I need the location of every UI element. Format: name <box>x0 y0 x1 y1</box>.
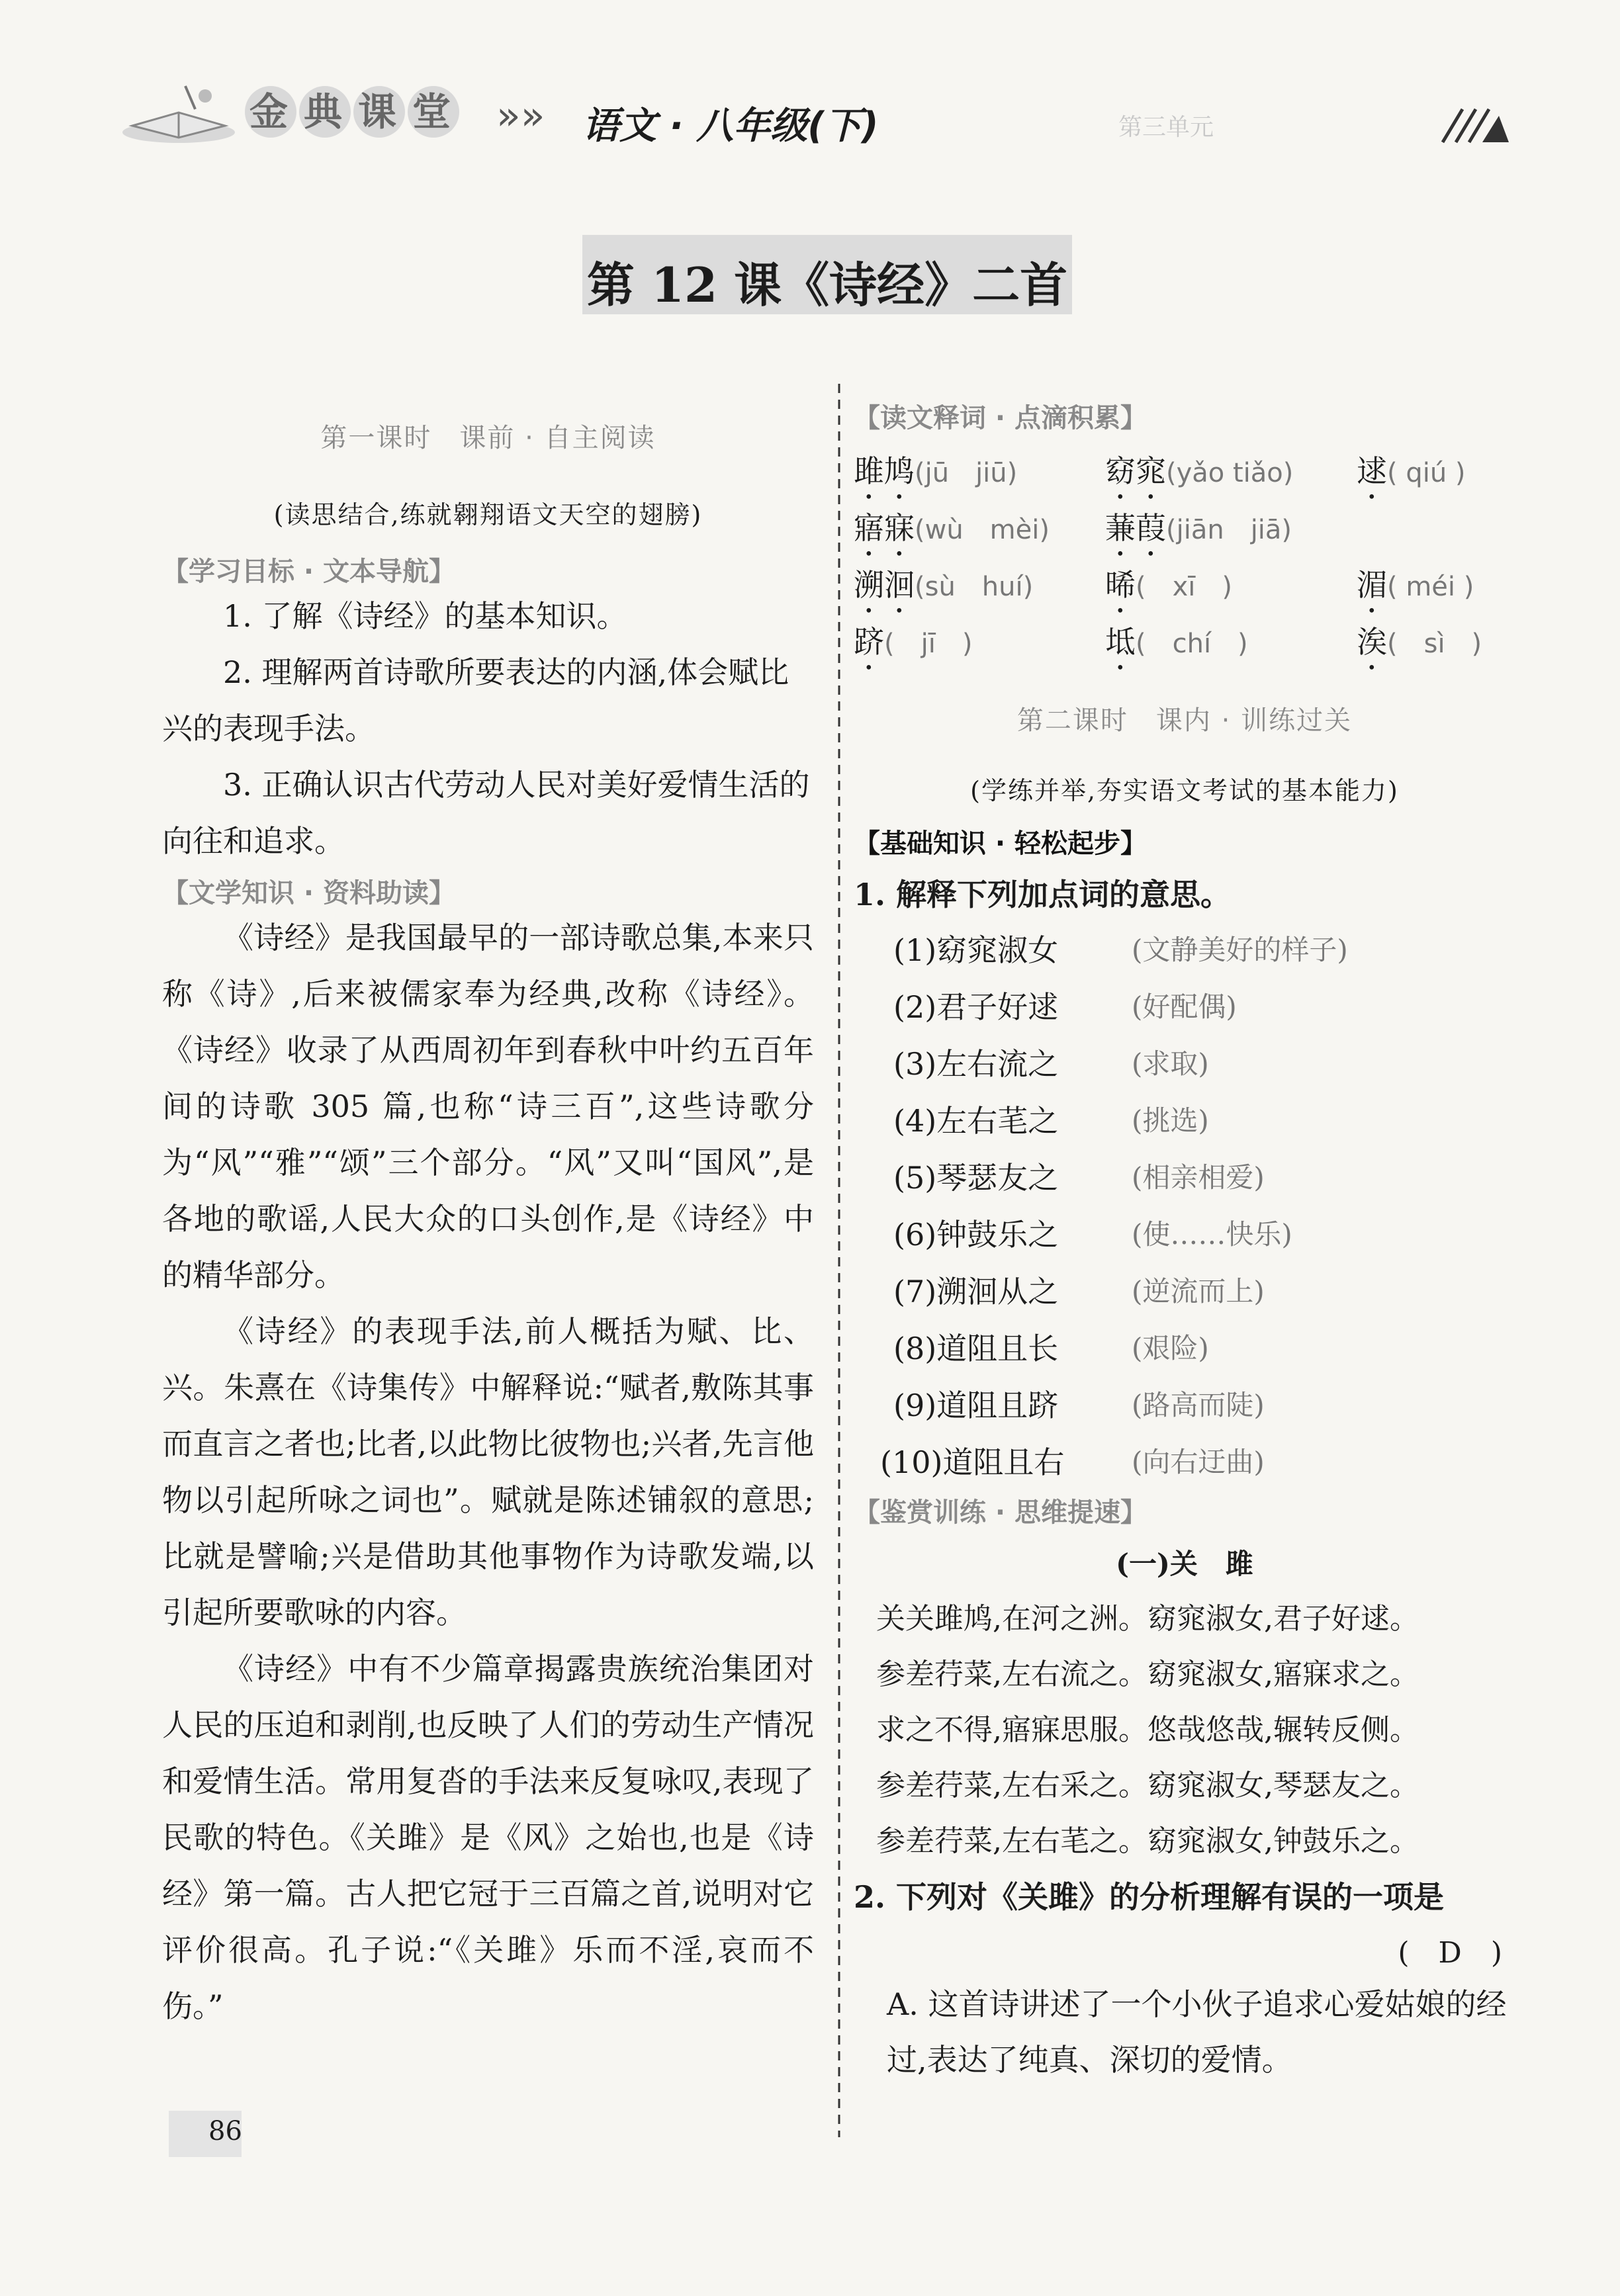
poem-line: 求之不得,寤寐思服。悠哉悠哉,辗转反侧。 <box>876 1713 1419 1747</box>
paragraph: 《诗经》中有不少篇章揭露贵族统治集团对人民的压迫和剥削,也反映了人们的劳动生产情况和爱情生活。常用复沓的手法来反复咏叹,表现了民歌的特色。《关雎》是《风》之始也,也是《诗经》第一篇。古人把它冠于三百篇之首,说明对它评价很高。孔子说:“《关雎》乐而不淫,哀而不伤。” <box>162 1651 814 2024</box>
lesson1-subheading: (读思结合,练就翱翔语文天空的翅膀) <box>273 500 703 529</box>
page-title: 第 12 课《诗经》二首 <box>586 257 1068 313</box>
vocab-row: 寤寐(wù mèi) 蒹葭(jiān jiā) <box>854 509 1292 546</box>
unit-label: 第三单元 <box>1118 114 1214 141</box>
q1-item: (5)琴瑟友之 (相亲相爱) <box>893 1160 1265 1196</box>
corner-triangle-icon <box>1436 106 1509 146</box>
poem-title: (一)关 雎 <box>1116 1548 1253 1580</box>
paragraph: 《诗经》是我国最早的一部诗歌总集,本来只称《诗》,后来被儒家奉为经典,改称《诗经》。《诗经》收录了从西周初年到春秋中叶约五百年间的诗歌 305 篇,也称“诗三百”,这些诗歌分为“风”“雅”“颂”三个部分。“风”又叫“国风”,是各地的歌谣,人民大众的口头创作,是《诗经》中的精华部分。 <box>162 920 814 1293</box>
right-column <box>854 397 1515 2088</box>
poem <box>854 1591 1515 1869</box>
poem-line: 关关雎鸠,在河之洲。窈窕淑女,君子好逑。 <box>876 1602 1419 1636</box>
lesson1-heading: 第一课时 课前 · 自主阅读 <box>320 423 656 453</box>
literature-heading: 【文学知识 · 资料助读】 <box>162 878 456 908</box>
lesson2-subheading: (学练并举,夯实语文考试的基本能力) <box>970 776 1399 805</box>
poem-line: 参差荇菜,左右芼之。窈窕淑女,钟鼓乐之。 <box>876 1824 1419 1858</box>
question-1: 1. 解释下列加点词的意思。 <box>854 877 1232 912</box>
column-divider <box>832 384 846 2137</box>
goal-item: 3. 正确认识古代劳动人民对美好爱情生活的向往和追求。 <box>162 767 810 859</box>
q1-item: (10)道阻且右 (向右迂曲) <box>880 1444 1265 1480</box>
paragraph: 《诗经》的表现手法,前人概括为赋、比、兴。朱熹在《诗集传》中解释说:“赋者,敷陈其事而直言之者也;比者,以此物比彼物也;兴者,先言他物以引起所咏之词也”。赋就是陈述铺叙的意思;比就是譬喻;兴是借助其他事物作为诗歌发端,以引起所要歌咏的内容。 <box>162 1313 814 1630</box>
vocab-row: 雎鸠(jū jiū) 窈窕(yǎo tiǎo) 逑( qiú ) <box>854 453 1466 489</box>
q1-item: (4)左右芼之 (挑选) <box>893 1103 1209 1139</box>
option-a: A. 这首诗讲述了一个小伙子追求心爱姑娘的经过,表达了纯真、深切的爱情。 <box>887 1986 1507 2078</box>
poem-line: 参差荇菜,左右采之。窈窕淑女,琴瑟友之。 <box>876 1769 1419 1802</box>
appreciation-heading: 【鉴赏训练 · 思维提速】 <box>854 1497 1148 1528</box>
lesson-title-box <box>582 235 1072 314</box>
series-name: 金 典 课 堂 <box>245 86 462 138</box>
vocab-row: 跻( jī ) 坻( chí ) 涘( sì ) <box>854 623 1482 660</box>
question-2: 2. 下列对《关雎》的分析理解有误的一项是 <box>854 1879 1445 1915</box>
q1-item: (8)道阻且长 (艰险) <box>893 1331 1209 1366</box>
q1-item: (6)钟鼓乐之 (使……快乐) <box>893 1217 1292 1253</box>
q1-item: (3)左右流之 (求取) <box>893 1046 1209 1082</box>
goal-item: 2. 理解两首诗歌所要表达的内涵,体会赋比兴的表现手法。 <box>162 654 789 746</box>
q1-item: (1)窈窕淑女 (文静美好的样子) <box>893 932 1348 968</box>
poem-line: 参差荇菜,左右流之。窈窕淑女,寤寐求之。 <box>876 1657 1419 1691</box>
q1-item: (9)道阻且跻 (路高而陡) <box>893 1388 1265 1423</box>
question-2-answer: ( D ) <box>1398 1936 1502 1970</box>
goals-heading: 【学习目标 · 文本导航】 <box>162 556 456 587</box>
left-column <box>162 417 814 2035</box>
subject-label: 语文 · 八年级(下) <box>582 105 879 148</box>
goal-item: 1. 了解《诗经》的基本知识。 <box>223 598 627 634</box>
page-number: 86 <box>208 2116 242 2146</box>
page-header <box>119 73 1509 152</box>
book-logo-icon <box>119 79 238 146</box>
q1-item: (7)溯洄从之 (逆流而上) <box>893 1274 1265 1309</box>
q1-item: (2)君子好逑 (好配偶) <box>893 989 1237 1025</box>
vocab-heading: 【读文释词 · 点滴积累】 <box>854 403 1148 433</box>
basic-heading: 【基础知识 · 轻松起步】 <box>854 828 1148 859</box>
vocab-row: 溯洄(sù huí) 晞( xī ) 湄( méi ) <box>854 566 1474 603</box>
lesson2-heading: 第二课时 课内 · 训练过关 <box>1016 705 1353 736</box>
chevron-icon: »» <box>496 93 545 139</box>
